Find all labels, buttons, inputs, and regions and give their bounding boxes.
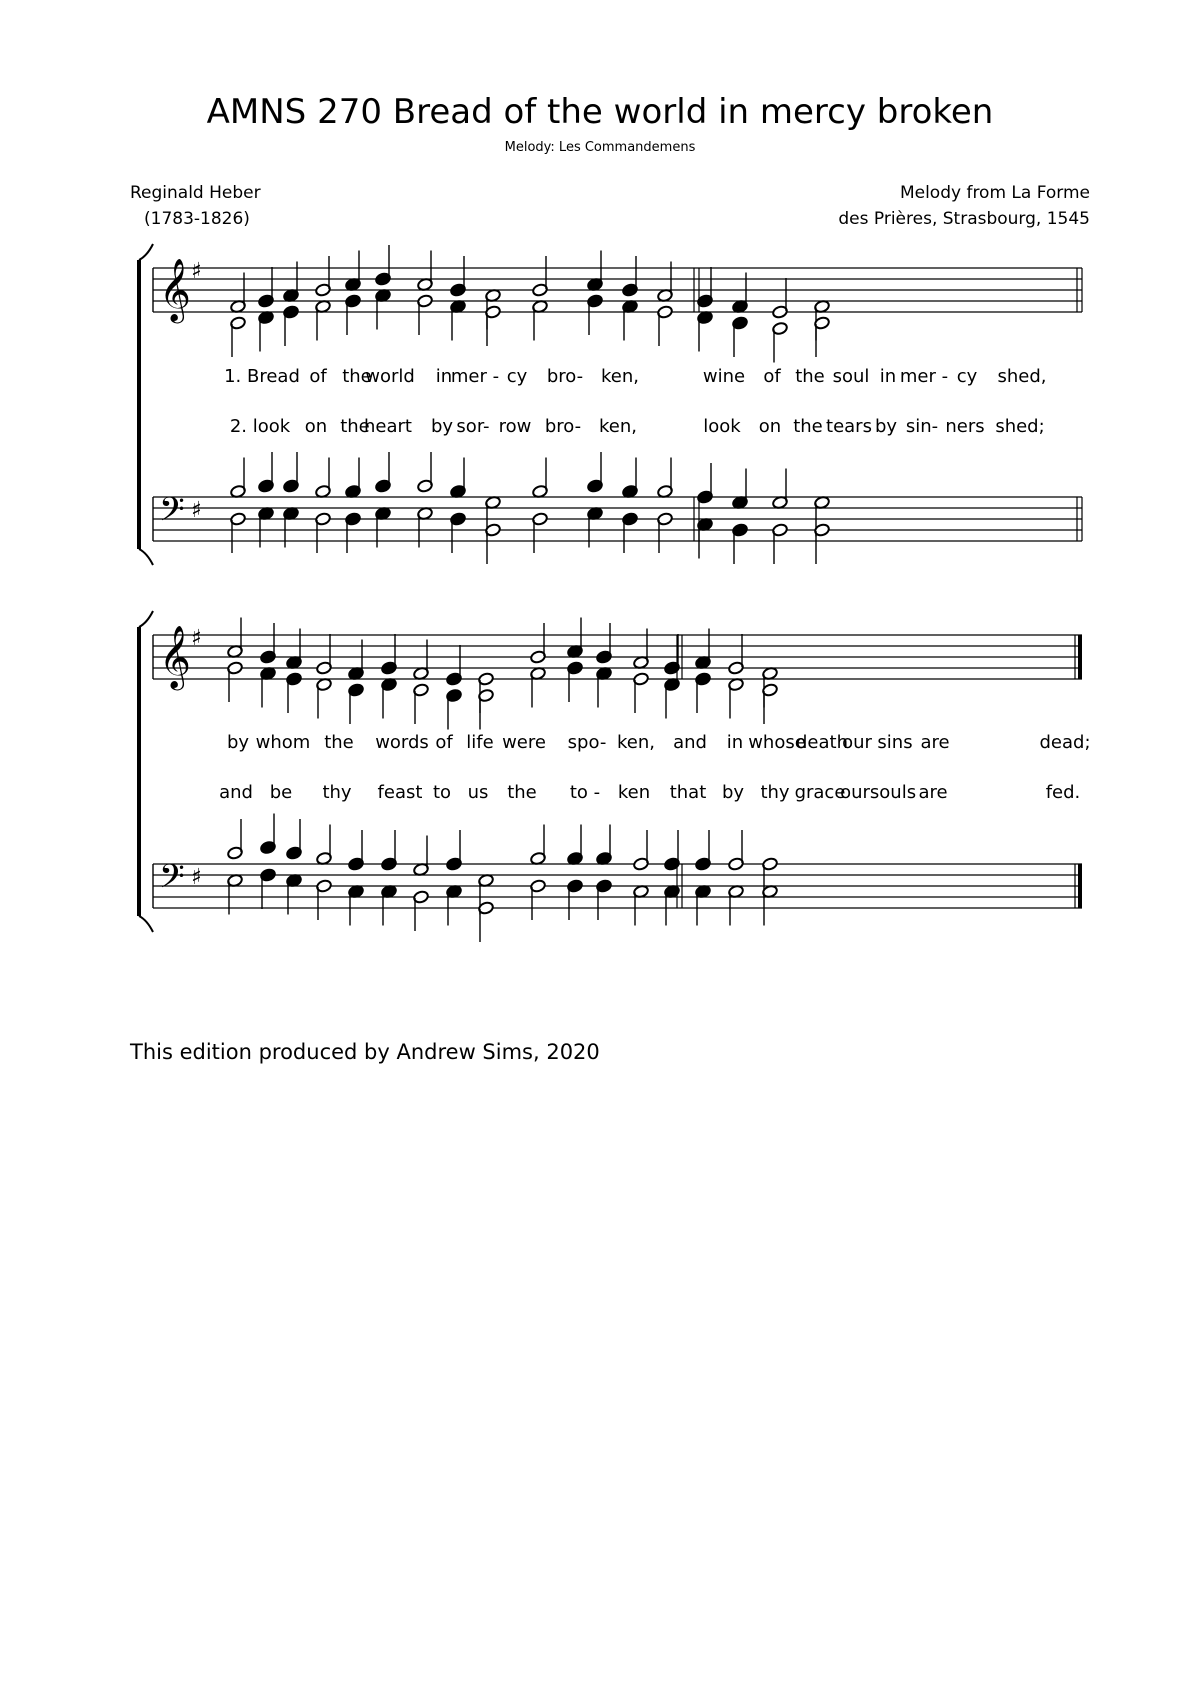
lyric-syllable: shed; bbox=[995, 416, 1045, 437]
lyric-syllable: death bbox=[796, 732, 848, 753]
lyric-syllable: on bbox=[304, 416, 328, 437]
treble-clef-icon: 𝄞 bbox=[159, 258, 191, 321]
lyric-syllable: dead; bbox=[1039, 732, 1091, 753]
lyric-syllable: of bbox=[309, 366, 327, 387]
lyric-syllable: the bbox=[795, 366, 825, 387]
lyric-syllable: of bbox=[763, 366, 781, 387]
lyric-syllable: were bbox=[502, 732, 546, 753]
lyric-syllable: by bbox=[226, 732, 250, 753]
bracket-bottom-hook bbox=[139, 549, 153, 565]
lyric-syllable: thy bbox=[322, 782, 352, 803]
lyric-syllable: sins bbox=[877, 732, 913, 753]
lyric-syllable: row bbox=[498, 416, 532, 437]
lyric-syllable: and bbox=[673, 732, 707, 753]
lyric-syllable: shed, bbox=[997, 366, 1047, 387]
lyric-syllable: be bbox=[269, 782, 293, 803]
lyric-syllable: bro- bbox=[546, 366, 584, 387]
final-barline-thick bbox=[1078, 635, 1082, 679]
lyric-syllable: in bbox=[435, 366, 453, 387]
bass-clef-icon: 𝄢 bbox=[159, 858, 185, 904]
notes bbox=[230, 245, 831, 564]
hymn-title: AMNS 270 Bread of the world in mercy broken bbox=[206, 92, 994, 132]
lyric-syllable: whose bbox=[748, 732, 806, 753]
lyric-syllable: cy bbox=[506, 366, 528, 387]
key-signature-sharp-icon: ♯ bbox=[191, 259, 202, 284]
lyrics bbox=[219, 732, 1090, 803]
lyric-syllable: mer - bbox=[899, 366, 949, 387]
lyric-syllable: us bbox=[467, 782, 489, 803]
lyric-syllable: by bbox=[874, 416, 898, 437]
bracket-bottom-hook bbox=[139, 916, 153, 932]
lyric-syllable: to - bbox=[569, 782, 601, 803]
key-signature-sharp-icon: ♯ bbox=[191, 498, 202, 523]
lyric-syllable: thy bbox=[760, 782, 790, 803]
lyric-syllable: ken, bbox=[601, 366, 639, 387]
lyric-syllable: that bbox=[669, 782, 707, 803]
lyric-syllable: souls bbox=[869, 782, 917, 803]
lyric-syllable: by bbox=[430, 416, 454, 437]
lyric-syllable: wine bbox=[702, 366, 746, 387]
system-2 bbox=[139, 611, 1091, 942]
lyric-syllable: in bbox=[879, 366, 897, 387]
bracket-top-hook bbox=[139, 244, 153, 260]
lyric-syllable: sor- bbox=[456, 416, 490, 437]
lyric-syllable: the bbox=[342, 366, 372, 387]
author-dates: (1783-1826) bbox=[144, 209, 250, 229]
bracket-top-hook bbox=[139, 611, 153, 627]
lyric-syllable: words bbox=[375, 732, 429, 753]
lyric-syllable: ken bbox=[617, 782, 651, 803]
lyric-syllable: bro- bbox=[544, 416, 582, 437]
author-name: Reginald Heber bbox=[130, 183, 261, 203]
lyric-syllable: heart bbox=[364, 416, 412, 437]
lyric-syllable: the bbox=[793, 416, 823, 437]
bass-clef-icon: 𝄢 bbox=[159, 491, 185, 537]
edition-credit: This edition produced by Andrew Sims, 2020 bbox=[130, 1040, 600, 1064]
lyric-syllable: by bbox=[721, 782, 745, 803]
lyric-syllable: mer - bbox=[450, 366, 500, 387]
final-barline-thick bbox=[1078, 864, 1082, 908]
lyric-syllable: the bbox=[324, 732, 354, 753]
lyric-syllable: spo- bbox=[567, 732, 607, 753]
lyric-syllable: grace bbox=[794, 782, 846, 803]
lyric-syllable: life bbox=[466, 732, 494, 753]
lyric-syllable: fed. bbox=[1045, 782, 1081, 803]
lyric-syllable: 2. look bbox=[229, 416, 291, 437]
melody-source-line-2: des Prières, Strasbourg, 1545 bbox=[838, 209, 1090, 229]
lyric-syllable: look bbox=[703, 416, 741, 437]
lyrics bbox=[224, 366, 1046, 437]
lyric-syllable: ken, bbox=[599, 416, 637, 437]
lyric-syllable: of bbox=[435, 732, 453, 753]
lyric-syllable: tears bbox=[826, 416, 872, 437]
system-1 bbox=[139, 244, 1082, 565]
notes bbox=[227, 618, 779, 943]
lyric-syllable: 1. Bread bbox=[224, 366, 300, 387]
lyric-syllable: are bbox=[918, 782, 948, 803]
treble-clef-icon: 𝄞 bbox=[159, 625, 191, 688]
lyric-syllable: the bbox=[507, 782, 537, 803]
melody-source-line-1: Melody from La Forme bbox=[899, 183, 1090, 203]
lyric-syllable: ken, bbox=[617, 732, 655, 753]
lyric-syllable: our bbox=[842, 732, 872, 753]
melody-name: Melody: Les Commandemens bbox=[504, 140, 696, 155]
lyric-syllable: soul bbox=[832, 366, 870, 387]
lyric-syllable: cy bbox=[956, 366, 978, 387]
lyric-syllable: our bbox=[840, 782, 870, 803]
lyric-syllable: and bbox=[219, 782, 253, 803]
lyric-syllable: the bbox=[340, 416, 370, 437]
lyric-syllable: feast bbox=[377, 782, 423, 803]
lyric-syllable: whom bbox=[255, 732, 311, 753]
key-signature-sharp-icon: ♯ bbox=[191, 865, 202, 890]
lyric-syllable: ners bbox=[945, 416, 985, 437]
key-signature-sharp-icon: ♯ bbox=[191, 626, 202, 651]
lyric-syllable: sin- bbox=[905, 416, 939, 437]
lyric-syllable: on bbox=[758, 416, 782, 437]
lyric-syllable: to bbox=[432, 782, 452, 803]
lyric-syllable: world bbox=[365, 366, 415, 387]
lyric-syllable: in bbox=[726, 732, 744, 753]
lyric-syllable: are bbox=[920, 732, 950, 753]
